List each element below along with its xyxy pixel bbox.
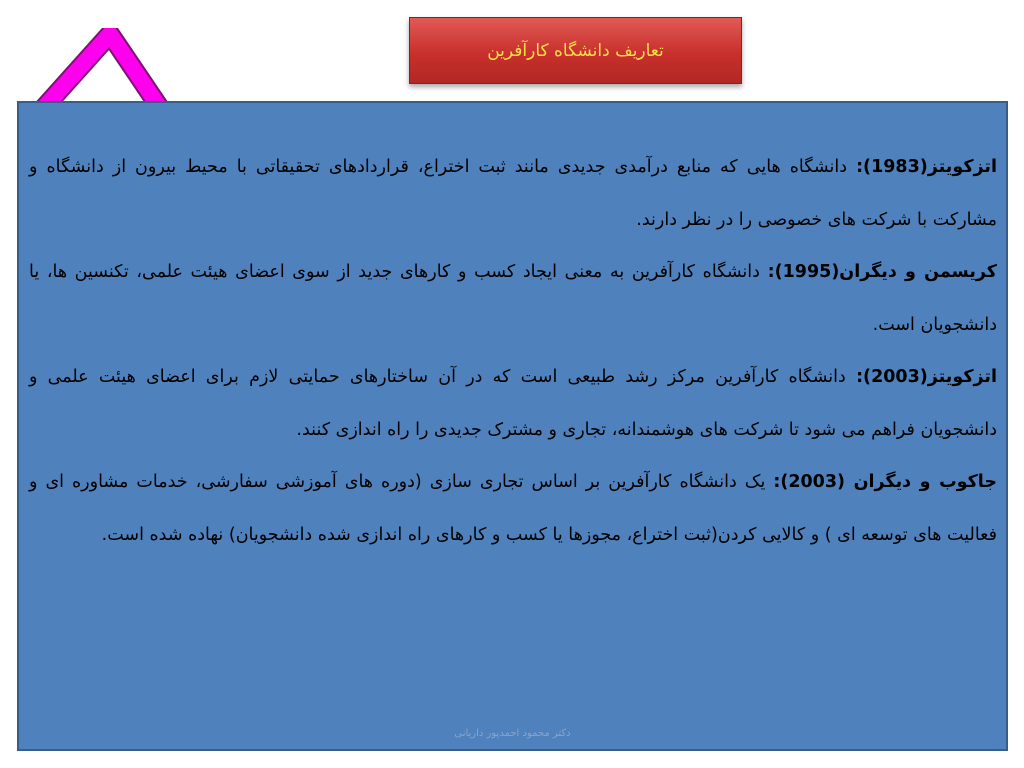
definition-text: دانشگاه کارآفرین مرکز رشد طبیعی است که در آن ساختارهای حمایتی لازم برای اعضای هیئت علمی و دانشجویان فراهم می شود تا شرکت های هوشمندانه، تجاری و مشترک جدیدی را راه اندازی کنند. xyxy=(29,367,997,440)
slide-title: تعاریف دانشگاه کارآفرین xyxy=(487,40,664,61)
definition-author: جاکوب و دیگران (2003): xyxy=(773,472,997,492)
definition-text: دانشگاه هایی که منابع درآمدی جدیدی مانند ثبت اختراع، قراردادهای تحقیقاتی با محیط بیرون از دانشگاه و مشارکت با شرکت های خصوصی را در نظر دارند. xyxy=(29,157,997,230)
definitions-list xyxy=(29,141,997,561)
definition-author: اتزکویتز(2003): xyxy=(856,367,997,387)
definition-author: اتزکویتز(1983): xyxy=(856,157,997,177)
content-panel xyxy=(17,101,1008,751)
definition-paragraph xyxy=(29,456,997,561)
definition-text: یک دانشگاه کارآفرین بر اساس تجاری سازی (دوره های آموزشی سفارشی، خدمات مشاوره ای و فعالیت های توسعه ای ) و کالایی کردن(ثبت اختراع، مجوزها یا کسب و کارهای راه اندازی شده دانشجویان) نهاده شده است. xyxy=(29,472,997,545)
footer-author: دکتر محمود احمدپور داریانی xyxy=(454,728,571,739)
slide-title-box xyxy=(409,17,742,84)
definition-text: دانشگاه کارآفرین به معنی ایجاد کسب و کارهای جدید از سوی اعضای هیئت علمی، تکنسین ها، یا دانشجویان است. xyxy=(29,262,997,335)
definition-paragraph xyxy=(29,246,997,351)
definition-paragraph xyxy=(29,141,997,246)
definition-paragraph xyxy=(29,351,997,456)
definition-author: کریسمن و دیگران(1995): xyxy=(767,262,997,282)
